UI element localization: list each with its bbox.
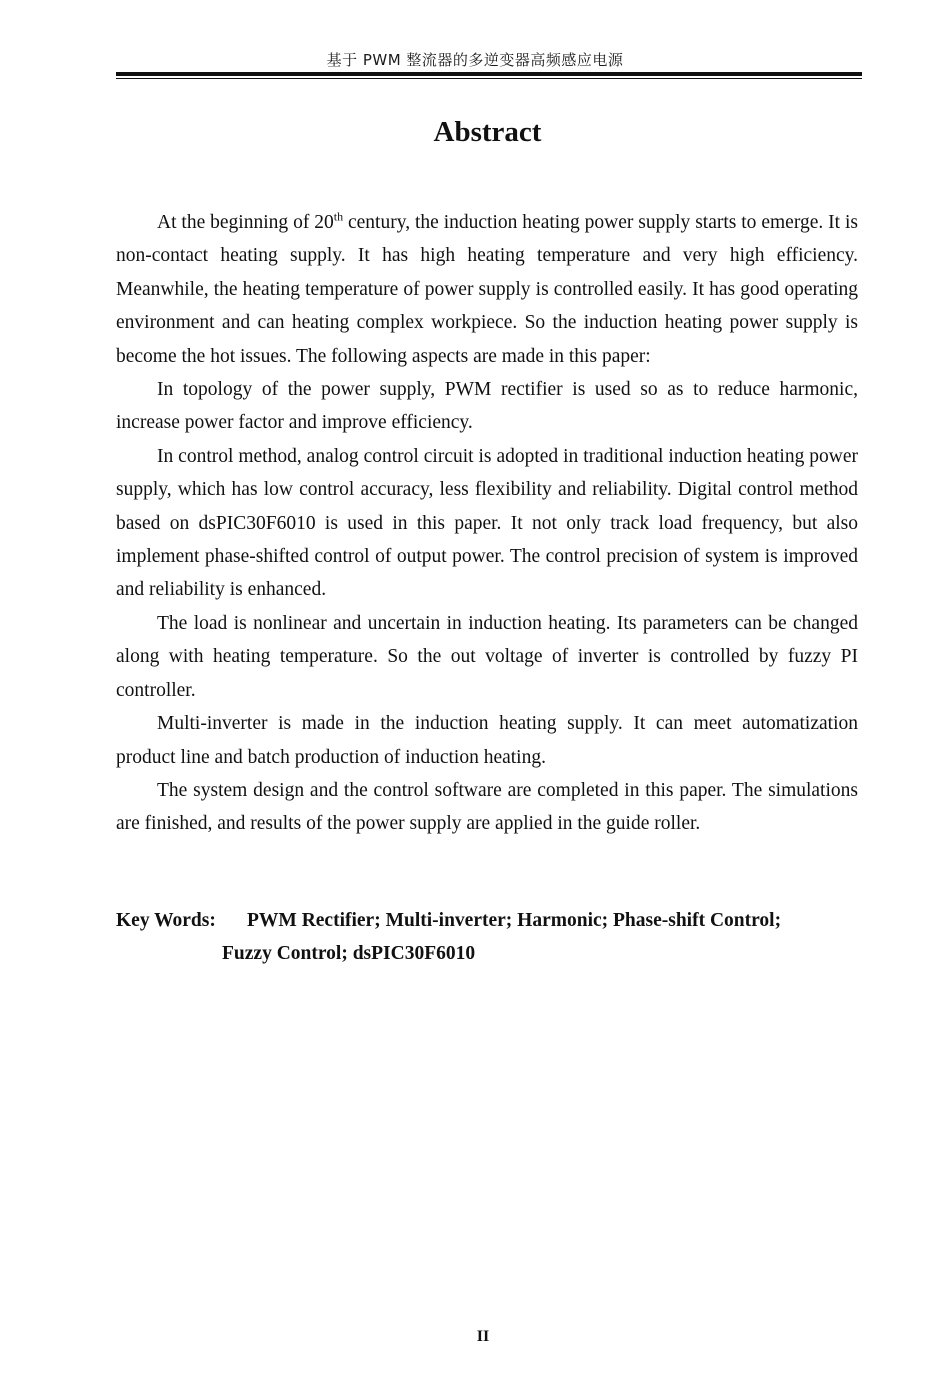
header-rule-thin [116, 78, 862, 79]
keywords-line-2: Fuzzy Control; dsPIC30F6010 [222, 943, 476, 965]
abstract-paragraph-1 [116, 206, 858, 373]
keywords-label: Key Words: [116, 910, 216, 931]
p1-superscript: th [333, 209, 344, 224]
abstract-title: Abstract [433, 116, 542, 148]
p1-text-end: century, the induction heating power supply starts to emerge. It is non-contact heating supply. It has high heating temperature and very high efficiency. Meanwhile, the heating temperature of power supply is controlled easily. It has good operating environment and can heating complex workpiece. So the induction heating power supply is become the hot issues. The following aspects are made in this paper: [116, 212, 859, 367]
running-header: 基于 PWM 整流器的多逆变器高频感应电源 [326, 51, 624, 69]
abstract-body [116, 206, 858, 841]
abstract-paragraph-2: In topology of the power supply, PWM rectifier is used so as to reduce harmonic, increase power factor and improve efficiency. [116, 379, 858, 434]
abstract-paragraph-5: Multi-inverter is made in the induction heating supply. It can meet automatization product line and batch production of induction heating. [116, 713, 858, 768]
abstract-paragraph-6: The system design and the control software are completed in this paper. The simulations are finished, and results of the power supply are applied in the guide roller. [116, 779, 858, 835]
header-rule-thick [116, 72, 862, 76]
keywords-list-1: PWM Rectifier; Multi-inverter; Harmonic; Phase-shift Control; [247, 910, 782, 931]
p1-text-start: At the beginning of 20 [157, 212, 334, 233]
page-number: II [476, 1328, 490, 1345]
abstract-paragraph-4: The load is nonlinear and uncertain in induction heating. Its parameters can be changed along with heating temperature. So the out voltage of inverter is controlled by fuzzy PI controller. [116, 612, 858, 701]
keywords-block [116, 904, 862, 971]
abstract-paragraph-3: In control method, analog control circuit is adopted in traditional induction heating power supply, which has low control accuracy, less flexibility and reliability. Digital control method based on dsPIC30F6010 is used in this paper. It not only track load frequency, but also implement phase-shifted control of output power. The control precision of system is improved and reliability is enhanced. [116, 445, 858, 601]
keywords-line-1 [116, 904, 862, 937]
